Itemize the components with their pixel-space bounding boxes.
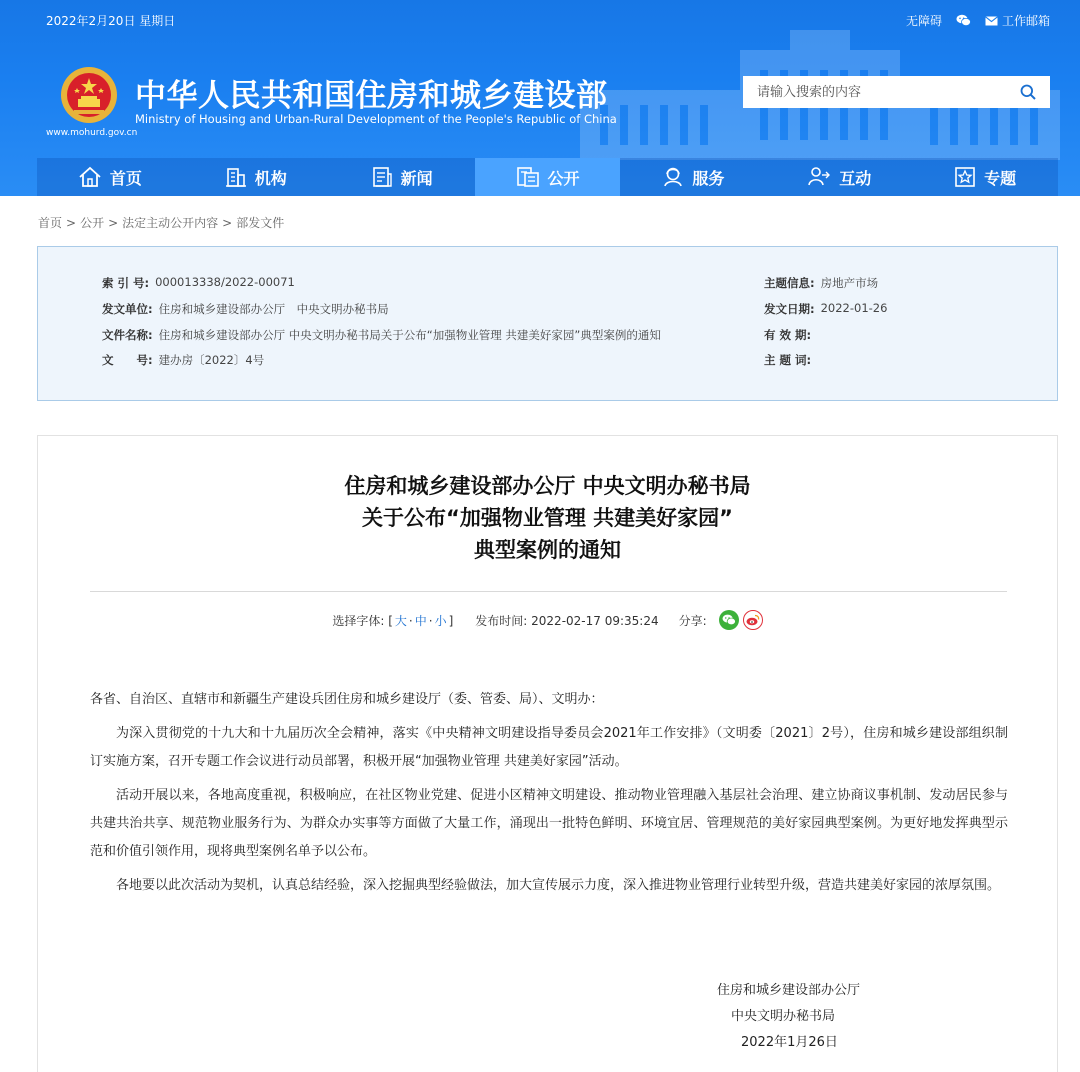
- info-doc-name: [102, 327, 661, 343]
- signature-issuer-1: 住房和城乡建设部办公厅: [717, 983, 861, 998]
- info-issuer-value: 住房和城乡建设部办公厅 中央文明办秘书局: [158, 302, 389, 316]
- current-date: 2022年2月20日 星期日: [46, 14, 176, 28]
- info-date-value: 2022-01-26: [820, 301, 888, 315]
- publish-time-value: 2022-02-17 09:35:24: [531, 613, 659, 628]
- site-url: www.mohurd.gov.cn: [46, 128, 138, 138]
- signature-date: 2022年1月26日: [741, 1035, 838, 1050]
- info-index-no: [102, 275, 295, 291]
- breadcrumb-home[interactable]: 首页: [38, 216, 63, 230]
- font-size-selector: [332, 612, 453, 629]
- info-keywords: [764, 352, 817, 368]
- breadcrumb-public[interactable]: 公开: [80, 216, 105, 230]
- article-body: [90, 686, 1008, 906]
- share-label: 分享:: [678, 613, 707, 628]
- share-weibo-button[interactable]: [743, 610, 763, 630]
- font-size-label: 选择字体:: [332, 613, 385, 628]
- nav-interact[interactable]: [766, 158, 912, 196]
- nav-topic[interactable]: [912, 158, 1058, 196]
- document-icon: [516, 166, 540, 188]
- search-box: [743, 76, 1050, 108]
- signature-issuer-2: 中央文明办秘书局: [731, 1009, 836, 1024]
- info-doc-name-label: 文件名称:: [102, 328, 153, 342]
- nav-public-label: 公开: [547, 168, 580, 188]
- info-date-label: 发文日期:: [764, 302, 815, 316]
- site-header: [0, 0, 1080, 196]
- mail-icon: [985, 16, 998, 26]
- site-subtitle: Ministry of Housing and Urban-Rural Development of the People's Republic of China: [135, 112, 617, 126]
- font-small-button[interactable]: 小: [434, 613, 447, 628]
- nav-service-label: 服务: [692, 168, 725, 188]
- breadcrumb-dept-docs[interactable]: 部发文件: [236, 216, 285, 230]
- info-topic-label: 主题信息:: [764, 276, 815, 290]
- nav-topic-label: 专题: [984, 168, 1017, 188]
- article-title-line1: 住房和城乡建设部办公厅 中央文明办秘书局: [344, 474, 751, 498]
- nav-interact-label: 互动: [839, 168, 872, 188]
- accessibility-label: 无障碍: [905, 14, 942, 28]
- home-icon: [78, 166, 102, 188]
- font-sep-2: ·: [428, 613, 433, 628]
- info-issuer-label: 发文单位:: [102, 302, 153, 316]
- info-doc-name-value: 住房和城乡建设部办公厅 中央文明办秘书局关于公布“加强物业管理 共建美好家园”典型案例的通知: [158, 328, 661, 342]
- document-info-box: [37, 246, 1058, 401]
- search-icon: [1020, 84, 1036, 100]
- info-issuer: [102, 301, 389, 317]
- news-icon: [371, 166, 393, 188]
- top-links: [906, 12, 1050, 29]
- info-doc-no: [102, 352, 264, 368]
- salutation: 各省、自治区、直辖市和新疆生产建设兵团住房和城乡建设厅（委、管委、局）、文明办：: [90, 692, 604, 707]
- interact-icon: [807, 166, 831, 188]
- font-bracket-open: [: [388, 613, 393, 628]
- article-container: [37, 435, 1058, 1072]
- nav-news-label: 新闻: [400, 168, 433, 188]
- work-mail-link[interactable]: [985, 12, 1050, 29]
- info-validity: [764, 327, 817, 343]
- building-icon: [225, 166, 247, 188]
- publish-time-label: 发布时间:: [475, 613, 528, 628]
- breadcrumb: 首页 > 公开 > 法定主动公开内容 > 部发文件: [38, 216, 285, 230]
- info-keywords-label: 主 题 词:: [764, 353, 812, 367]
- info-topic-value: 房地产市场: [820, 276, 879, 290]
- article-meta: [38, 610, 1057, 630]
- info-doc-no-value: 建办房〔2022〕4号: [158, 353, 265, 367]
- paragraph-2: 活动开展以来，各地高度重视，积极响应，在社区物业党建、促进小区精神文明建设、推动物业管理融入基层社会治理、建立协商议事机制、发动居民参与共建共治共享、规范物业服务行为、为群众办实事等方面做了大量工作，涌现出一批特色鲜明、环境宜居、管理规范的美好家园典型案例。为更好地发挥典型示范和价值引领作用，现将典型案例名单予以公布。: [90, 788, 1008, 859]
- info-doc-no-label: 文 号:: [102, 353, 153, 367]
- main-nav: [37, 158, 1058, 196]
- nav-org[interactable]: [183, 158, 329, 196]
- search-button[interactable]: [1006, 76, 1050, 108]
- font-medium-button[interactable]: 中: [414, 613, 427, 628]
- article-title-line2: 关于公布“加强物业管理 共建美好家园”: [362, 506, 733, 530]
- title-divider: [90, 591, 1007, 592]
- nav-home[interactable]: [37, 158, 183, 196]
- national-emblem-icon: [60, 66, 118, 124]
- breadcrumb-statutory[interactable]: 法定主动公开内容: [122, 216, 219, 230]
- font-bracket-close: ]: [448, 613, 454, 628]
- paragraph-1: 为深入贯彻党的十九大和十九届历次全会精神，落实《中央精神文明建设指导委员会2021年工作安排》（文明委〔2021〕2号），住房和城乡建设部组织制订实施方案，召开专题工作会议进行动员部署，积极开展“加强物业管理 共建美好家园”活动。: [90, 726, 1008, 769]
- info-index-no-label: 索 引 号:: [102, 276, 150, 290]
- article-title-line3: 典型案例的通知: [474, 538, 621, 562]
- service-icon: [662, 166, 684, 188]
- accessibility-link[interactable]: [906, 12, 942, 29]
- publish-time: [475, 612, 658, 629]
- weibo-share-icon: [746, 614, 760, 626]
- work-mail-label: 工作邮箱: [1001, 14, 1050, 28]
- paragraph-3: 各地要以此次活动为契机，认真总结经验，深入挖掘典型经验做法，加大宣传展示力度，深入推进物业管理行业转型升级，营造共建美好家园的浓厚氛围。: [116, 878, 1001, 893]
- nav-public[interactable]: [475, 158, 621, 196]
- font-large-button[interactable]: 大: [394, 613, 407, 628]
- info-date: [764, 301, 887, 317]
- search-input[interactable]: [743, 76, 1006, 108]
- nav-home-label: 首页: [109, 168, 142, 188]
- nav-service[interactable]: [620, 158, 766, 196]
- info-validity-label: 有 效 期:: [764, 328, 812, 342]
- info-topic: [764, 275, 878, 291]
- share-wechat-button[interactable]: [719, 610, 739, 630]
- font-sep-1: ·: [408, 613, 413, 628]
- nav-news[interactable]: [329, 158, 475, 196]
- article-title: [38, 470, 1057, 566]
- star-icon: [954, 166, 976, 188]
- nav-org-label: 机构: [254, 168, 287, 188]
- site-title[interactable]: 中华人民共和国住房和城乡建设部: [135, 78, 608, 114]
- wechat-share-icon: [722, 614, 736, 626]
- wechat-link[interactable]: [956, 14, 971, 27]
- wechat-icon: [956, 14, 971, 27]
- info-index-no-value: 000013338/2022-00071: [155, 275, 295, 289]
- share-bar: [679, 610, 763, 630]
